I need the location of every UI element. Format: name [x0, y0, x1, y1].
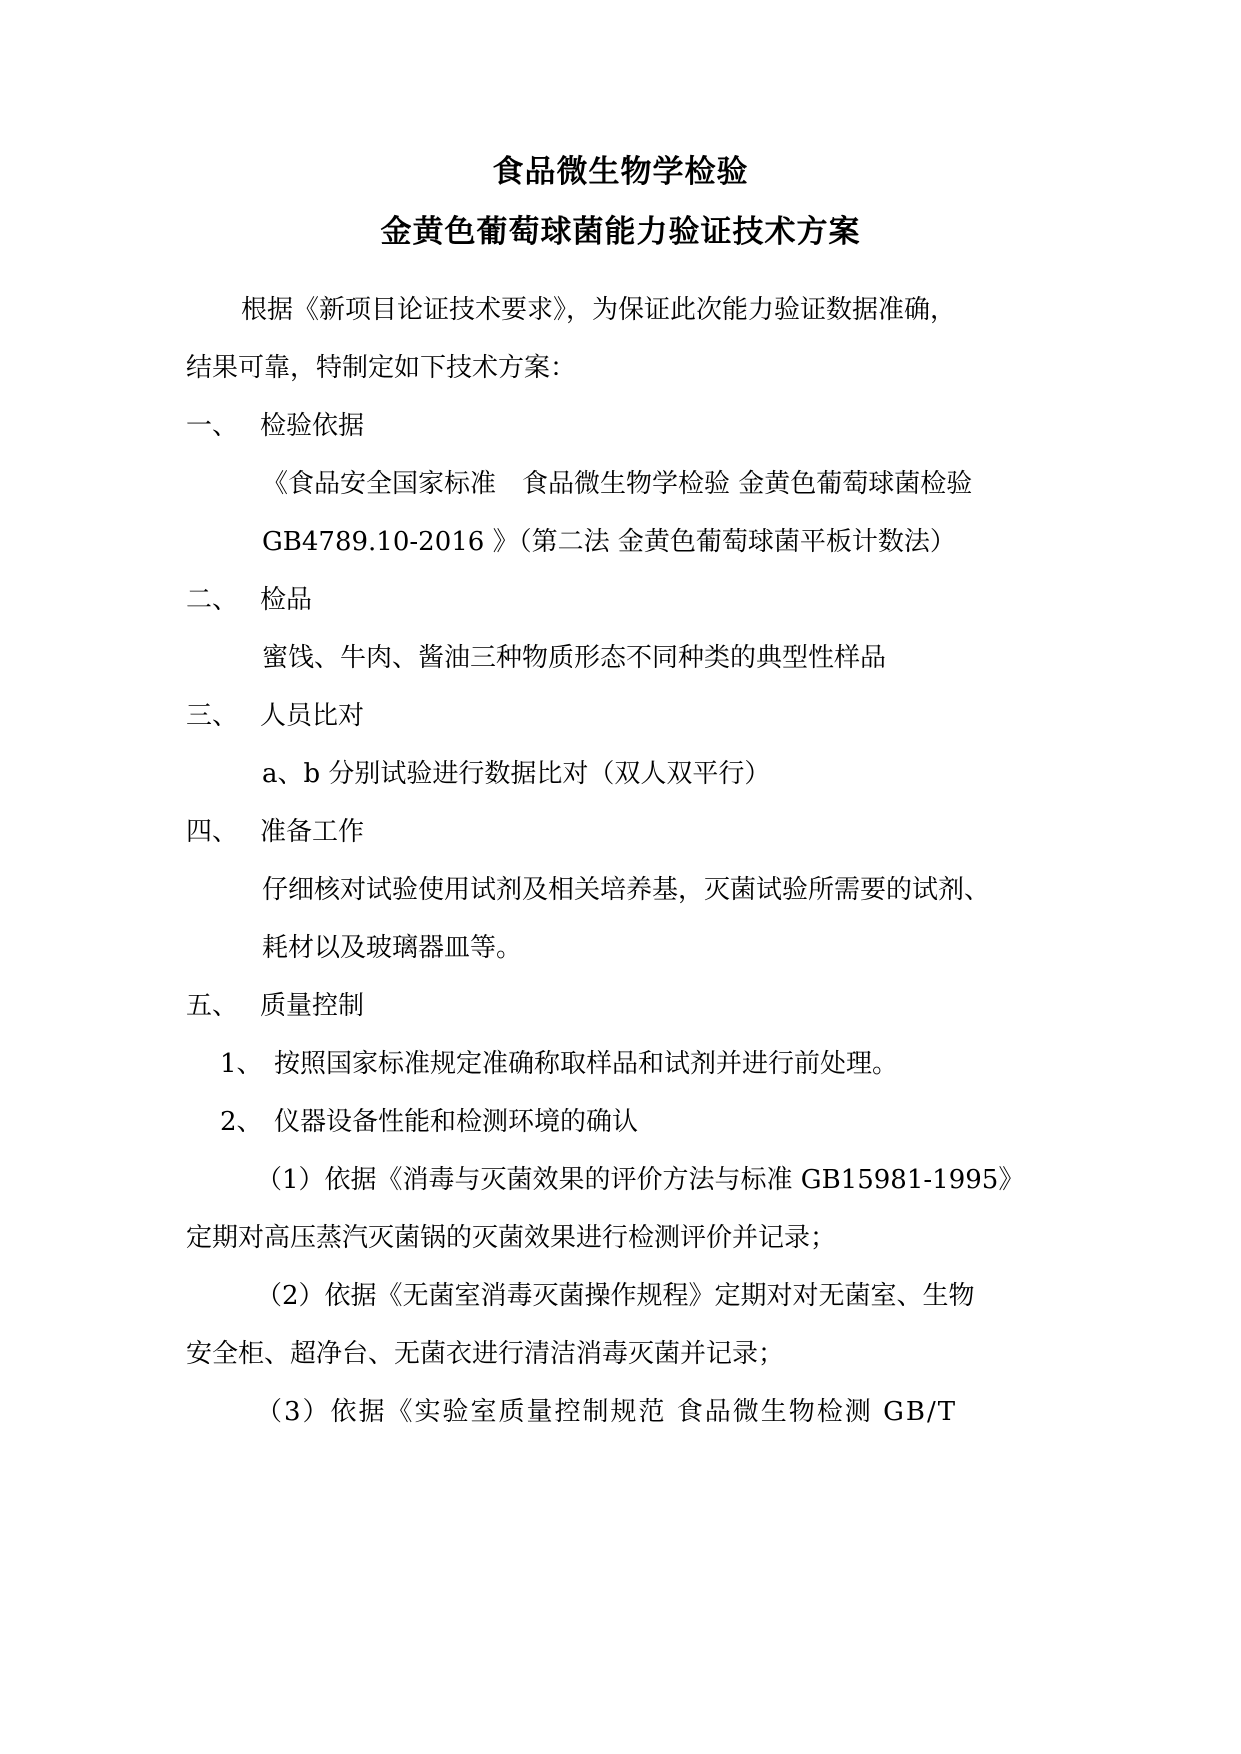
item-1-marker: 1、	[220, 1049, 263, 1079]
section-5-heading: 质量控制	[260, 991, 365, 1021]
section-2-body-line-1: 蜜饯、牛肉、酱油三种物质形态不同种类的典型性样品	[262, 643, 887, 673]
section-4-marker: 四、	[186, 817, 239, 847]
section-5-marker: 五、	[186, 991, 239, 1021]
section-3-heading-row	[186, 700, 364, 732]
section-4-body-line-1: 仔细核对试验使用试剂及相关培养基，灭菌试验所需要的试剂、	[262, 875, 991, 905]
sub-item-1-line-2: 定期对高压蒸汽灭菌锅的灭菌效果进行检测评价并记录；	[186, 1223, 837, 1253]
document-subtitle: 金黄色葡萄球菌能力验证技术方案	[380, 214, 861, 250]
section-1-body-line-1: 《食品安全国家标准 食品微生物学检验 金黄色葡萄球菌检验	[262, 469, 973, 499]
section-4-heading-row	[186, 816, 364, 848]
sub-item-2-line-2: 安全柜、超净台、无菌衣进行清洁消毒灭菌并记录；	[186, 1339, 785, 1369]
sub-item-1-line-1: （1）依据《消毒与灭菌效果的评价方法与标准 GB15981-1995》	[256, 1165, 1025, 1195]
section-4-heading: 准备工作	[260, 817, 365, 847]
section-2-heading: 检品	[260, 585, 313, 615]
section-1-heading-row	[186, 410, 364, 442]
section-3-body-line-1: a、b 分别试验进行数据比对（双人双平行）	[262, 759, 771, 789]
item-2-text: 仪器设备性能和检测环境的确认	[274, 1107, 639, 1137]
item-1-text: 按照国家标准规定准确称取样品和试剂并进行前处理。	[274, 1049, 899, 1079]
item-2-row	[220, 1106, 638, 1138]
section-4-body-line-2: 耗材以及玻璃器皿等。	[262, 933, 523, 963]
document-title: 食品微生物学检验	[492, 154, 749, 190]
item-2-marker: 2、	[220, 1107, 263, 1137]
section-3-heading: 人员比对	[260, 701, 365, 731]
section-2-marker: 二、	[186, 585, 239, 615]
section-5-heading-row	[186, 990, 364, 1022]
intro-line-1: 根据《新项目论证技术要求》，为保证此次能力验证数据准确，	[241, 295, 957, 325]
sub-item-2-line-1: （2）依据《无菌室消毒灭菌操作规程》定期对对无菌室、生物	[256, 1281, 975, 1311]
item-1-row	[220, 1048, 898, 1080]
section-2-heading-row	[186, 584, 312, 616]
section-1-marker: 一、	[186, 411, 239, 441]
sub-item-3-line-1: （3）依据《实验室质量控制规范 食品微生物检测 GB/T	[256, 1397, 958, 1427]
section-1-heading: 检验依据	[260, 411, 365, 441]
section-3-marker: 三、	[186, 701, 239, 731]
intro-line-2: 结果可靠，特制定如下技术方案：	[186, 353, 577, 383]
section-1-body-line-2: GB4789.10-2016 》（第二法 金黄色葡萄球菌平板计数法）	[262, 527, 956, 557]
